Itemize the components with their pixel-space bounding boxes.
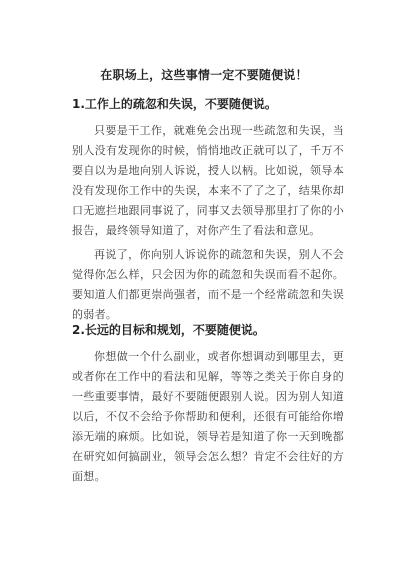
section-2-paragraph-1: 你想做一个什么副业，或者你想调动到哪里去，更或者你在工作中的看法和见解，等等之类关于你自身的一些重要事情，最好不要随便跟别人说。因为别人知道以后，不仅不会给予你帮助和便利，还很有可能给你增添无端的麻烦。比如说，领导若是知道了你一天到晚都在研究如何搞副业，领导会怎么想？肯定不会往好的方面想。 <box>72 350 344 483</box>
document-title: 在职场上，这些事情一定不要随便说！ <box>100 68 308 82</box>
section-2-heading: 2.长远的目标和规划，不要随便说。 <box>72 323 265 337</box>
section-1-paragraph-1: 只要是干工作，就难免会出现一些疏忽和失误，当别人没有发现你的时候，悄悄地改正就可以了，千万不要自以为是地向别人诉说，授人以柄。比如说，领导本没有发现你工作中的失误，本来不了了之了，结果你却口无遮拦地跟同事说了，同事又去领导那里打了你的小报告，最终领导知道了，对你产生了看法和意见。 <box>72 124 344 237</box>
section-1-paragraph-2: 再说了，你向别人诉说你的疏忽和失误，别人不会觉得你怎么样，只会因为你的疏忽和失误而看不起你。要知道人们都更崇尚强者，而不是一个经常疏忽和失误的弱者。 <box>72 248 344 321</box>
section-1-heading: 1.工作上的疏忽和失误，不要随便说。 <box>72 97 277 111</box>
